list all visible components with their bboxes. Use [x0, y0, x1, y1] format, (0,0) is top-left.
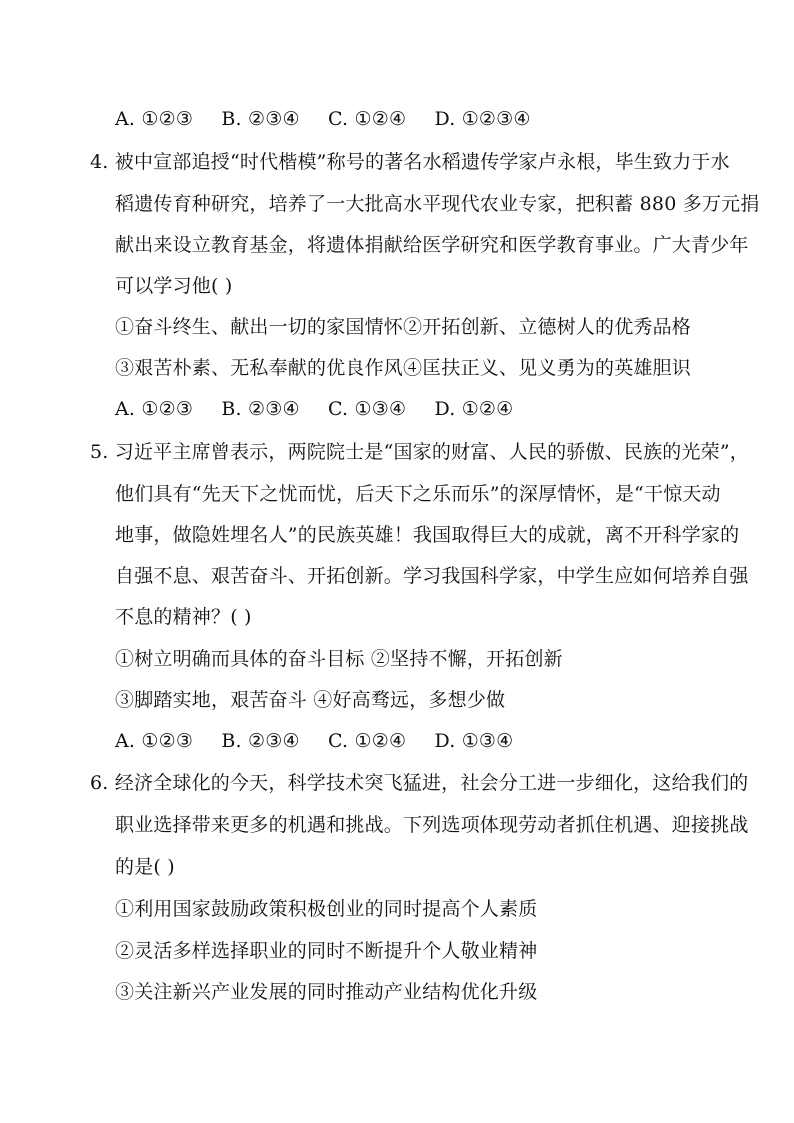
q3-option-d: D. ①②③④ [434, 108, 531, 130]
q6-statement-3: ③关注新兴产业发展的同时推动产业结构优化升级 [115, 981, 538, 1003]
q3-answer-row [115, 107, 553, 131]
q6-stem-line-1: 6. 经济全球化的今天，科学技术突飞猛进，社会分工进一步细化，这给我们的 [90, 772, 749, 794]
q4-statement-2: ③艰苦朴素、无私奉献的优良作风④匡扶正义、见义勇为的英雄胆识 [115, 357, 692, 379]
q4-option-d: D. ①②④ [434, 398, 514, 420]
q4-stem-line-3: 献出来设立教育基金，将遗体捐献给医学研究和医学教育事业。广大青少年 [115, 234, 749, 256]
q5-stem-line-5: 不息的精神？( ) [115, 606, 252, 628]
q3-option-b: B. ②③④ [221, 108, 300, 130]
q4-stem-line-2: 稻遗传育种研究，培养了一大批高水平现代农业专家，把积蓄 880 多万元捐 [115, 193, 760, 215]
q5-option-b: B. ②③④ [221, 730, 300, 752]
q5-stem-line-1: 5. 习近平主席曾表示，两院院士是“国家的财富、人民的骄傲、民族的光荣”， [90, 441, 749, 463]
q6-statement-1: ①利用国家鼓励政策积极创业的同时提高个人素质 [115, 898, 538, 920]
q4-answer-row [115, 397, 535, 421]
q4-option-a: A. ①②③ [115, 398, 194, 420]
q5-stem-line-4: 自强不息、艰苦奋斗、开拓创新。学习我国科学家，中学生应如何培养自强 [115, 565, 749, 587]
q5-stem-line-2: 他们具有“先天下之忧而忧，后天下之乐而乐”的深厚情怀，是“干惊天动 [115, 483, 721, 505]
q6-stem-line-3: 的是( ) [115, 856, 175, 878]
q5-option-c: C. ①②④ [327, 730, 407, 752]
q4-stem-line-4: 可以学习他( ) [115, 275, 233, 297]
q3-option-a: A. ①②③ [115, 108, 194, 130]
q5-stem-line-3: 地事，做隐姓埋名人”的民族英雄！我国取得巨大的成就，离不开科学家的 [115, 524, 740, 546]
q4-statement-1: ①奋斗终生、献出一切的家国情怀②开拓创新、立德树人的优秀品格 [115, 316, 692, 338]
q5-statement-2: ③脚踏实地，艰苦奋斗 ④好高骛远，多想少做 [115, 689, 506, 711]
q5-option-a: A. ①②③ [115, 730, 194, 752]
q6-stem-line-2: 职业选择带来更多的机遇和挑战。下列选项体现劳动者抓住机遇、迎接挑战 [115, 814, 749, 836]
q3-option-c: C. ①②④ [327, 108, 407, 130]
q5-answer-row [115, 729, 535, 753]
q5-statement-1: ①树立明确而具体的奋斗目标 ②坚持不懈，开拓创新 [115, 648, 563, 670]
q5-option-d: D. ①③④ [434, 730, 514, 752]
q4-stem-line-1: 4. 被中宣部追授“时代楷模”称号的著名水稻遗传学家卢永根，毕生致力于水 [90, 151, 730, 173]
q4-option-c: C. ①③④ [327, 398, 407, 420]
q6-statement-2: ②灵活多样选择职业的同时不断提升个人敬业精神 [115, 940, 538, 962]
q4-option-b: B. ②③④ [221, 398, 300, 420]
